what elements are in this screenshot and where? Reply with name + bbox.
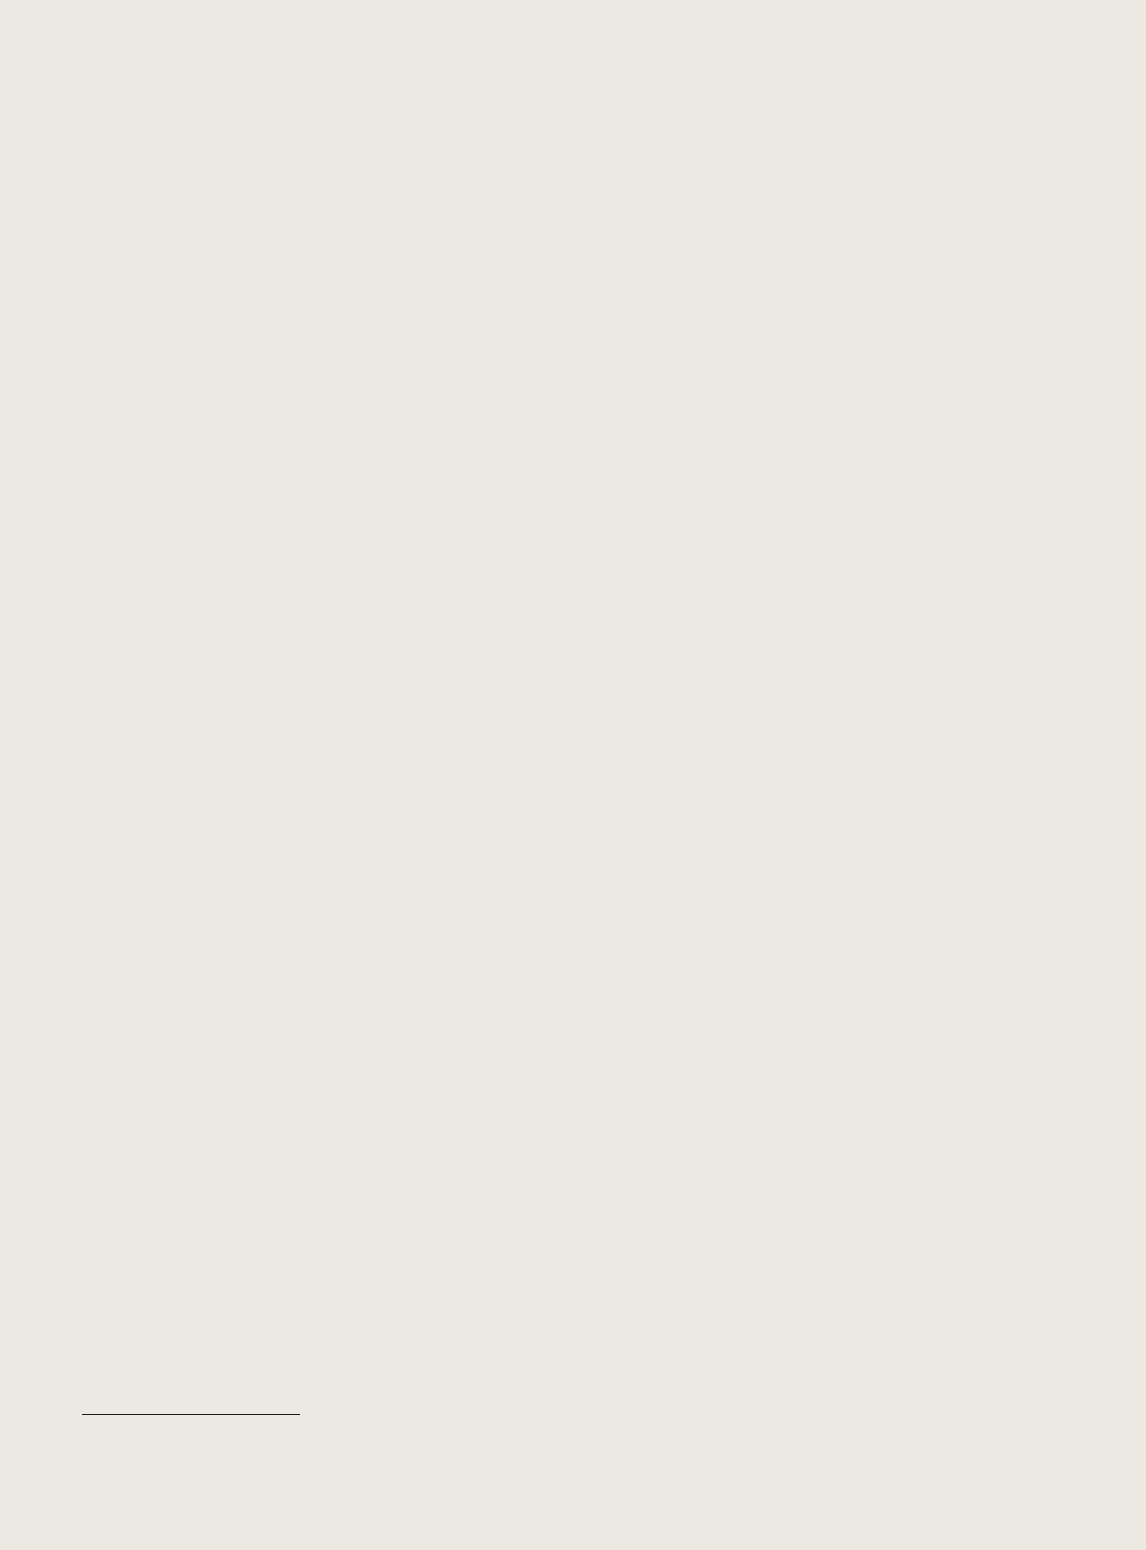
footnote-divider bbox=[82, 1414, 300, 1415]
main-text bbox=[82, 86, 1054, 116]
footnote bbox=[98, 1420, 112, 1446]
